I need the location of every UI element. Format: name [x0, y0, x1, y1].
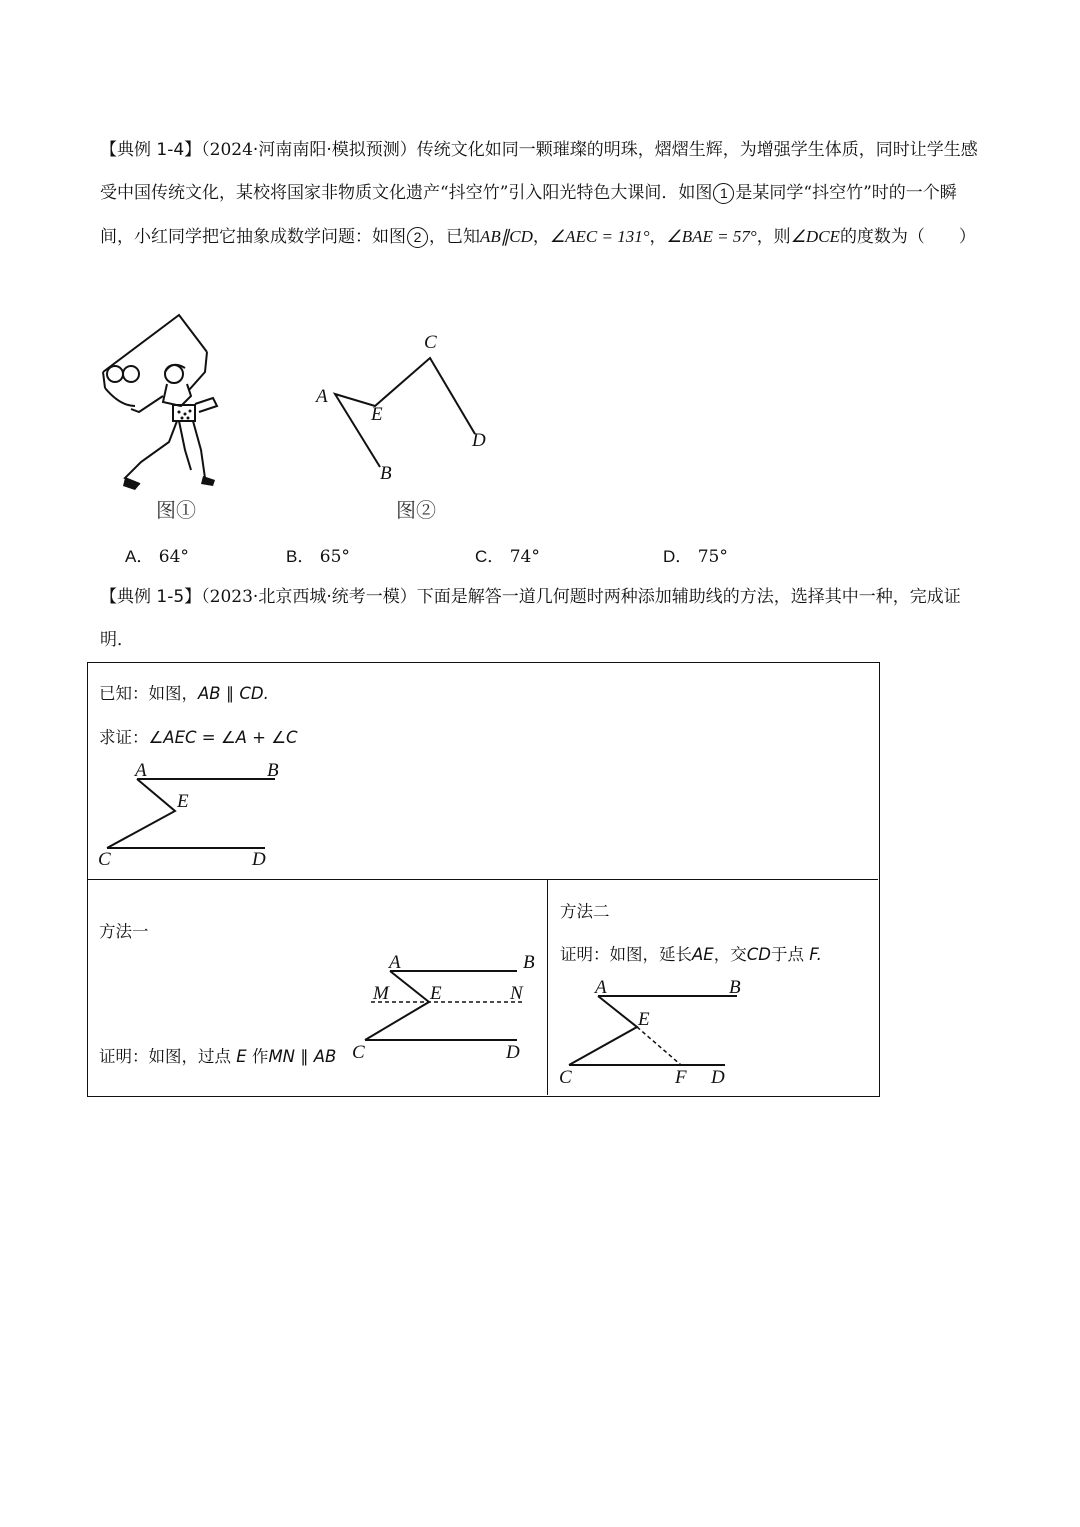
- method-2-proof-suffix: 于点: [770, 945, 810, 964]
- option-b[interactable]: [286, 542, 350, 567]
- method-2-title: 方法二: [560, 902, 610, 921]
- method-1-title: 方法一: [99, 922, 149, 941]
- method-2-proof-mid: ，交: [713, 945, 747, 964]
- prove-math: ∠AEC = ∠A + ∠C: [148, 728, 298, 747]
- separator: ，: [532, 227, 550, 247]
- method-1-proof: [99, 1043, 336, 1067]
- method-1-proof-math: MN ∥ AB: [268, 1047, 337, 1066]
- label-F: F: [675, 1067, 687, 1088]
- option-value: 74°: [509, 547, 540, 567]
- option-value: 75°: [697, 547, 728, 567]
- label-N: N: [510, 983, 523, 1004]
- problem-1-stem-b: 是某同学“抖空竹”时的一个瞬间，小红同学把它抽象成数学问题：如图: [100, 183, 957, 247]
- label-C: C: [352, 1042, 365, 1063]
- label-D: D: [711, 1067, 725, 1088]
- method-1-point-e: E: [236, 1047, 247, 1066]
- option-label: C．: [475, 547, 505, 566]
- option-label: D．: [663, 547, 693, 566]
- option-c[interactable]: [475, 542, 540, 567]
- method-2-point-f: F.: [809, 945, 822, 964]
- option-value: 64°: [158, 547, 189, 567]
- method-1-figure: [345, 945, 545, 1065]
- label-C: C: [424, 332, 437, 353]
- problem-2-source: （2023·北京西城·统考一模）: [201, 587, 417, 607]
- label-B: B: [380, 463, 392, 484]
- figure-2-diagram: [310, 322, 510, 492]
- condition-parallel: AB∥CD: [480, 227, 533, 246]
- problem-1-stem-a: 传统文化如同一颗璀璨的明珠，熠熠生辉，为增强学生体质，同时让学生感受中国传统文化，某校将国家非物质文化遗产“抖空竹”引入阳光特色大课间．如图: [100, 140, 978, 203]
- problem-2-tag: 【典例 1-5】: [100, 587, 202, 607]
- label-B: B: [267, 760, 279, 781]
- problem-1-tag: 【典例 1-4】: [100, 140, 202, 160]
- known-line: [99, 680, 269, 704]
- option-a[interactable]: [125, 542, 189, 567]
- method-2-proof: [560, 941, 822, 965]
- problem-2-text: [100, 576, 990, 662]
- label-C: C: [559, 1067, 572, 1088]
- problem-1-stem-e: 的度数为（ ）: [839, 227, 976, 247]
- problem-2-stem: 下面是解答一道几何题时两种添加辅助线的方法，选择其中一种，完成证明．: [100, 587, 961, 650]
- condition-angle-bae: ∠BAE = 57°: [666, 227, 757, 246]
- label-A: A: [595, 977, 607, 998]
- condition-angle-aec: ∠AEC = 131°: [549, 227, 650, 246]
- label-B: B: [729, 977, 741, 998]
- label-A: A: [135, 760, 147, 781]
- label-A: A: [389, 952, 401, 973]
- label-E: E: [430, 983, 442, 1004]
- label-E: E: [638, 1009, 650, 1030]
- figure-2-ref: 2: [407, 227, 428, 248]
- answer-options: [125, 542, 1025, 568]
- table-divider-horizontal: [87, 879, 878, 880]
- method-1-proof-mid: 作: [246, 1047, 269, 1066]
- label-D: D: [252, 849, 266, 870]
- label-E: E: [371, 404, 383, 425]
- known-math: AB ∥ CD.: [198, 684, 269, 703]
- method-1-proof-prefix: 证明：如图，过点: [99, 1047, 237, 1066]
- option-label: A．: [125, 547, 154, 566]
- known-figure: [95, 755, 310, 875]
- method-2-figure: [555, 972, 745, 1090]
- label-C: C: [98, 849, 111, 870]
- label-D: D: [472, 430, 486, 451]
- problem-1-source: （2024·河南南阳·模拟预测）: [201, 140, 417, 160]
- method-2-segment-ae: AE: [692, 945, 714, 964]
- label-D: D: [506, 1042, 520, 1063]
- prove-label: 求证：: [99, 728, 149, 747]
- label-M: M: [373, 983, 389, 1004]
- label-A: A: [316, 386, 328, 407]
- label-E: E: [177, 791, 189, 812]
- method-2-segment-cd: CD: [746, 945, 771, 964]
- figure-1-ref: 1: [713, 183, 734, 204]
- method-2-proof-prefix: 证明：如图，延长: [560, 945, 692, 964]
- option-d[interactable]: [663, 542, 728, 567]
- problem-1-stem-c: ，已知: [429, 227, 480, 247]
- figure-1-kongzhu-player: [95, 310, 235, 495]
- separator: ，: [649, 227, 667, 247]
- target-angle: ∠DCE: [790, 227, 840, 246]
- problem-1-stem-d: ，则: [756, 227, 791, 247]
- figure-2-caption: 图②: [396, 498, 436, 522]
- option-value: 65°: [319, 547, 350, 567]
- prove-line: [99, 724, 298, 748]
- problem-1-text: [100, 129, 990, 259]
- label-B: B: [523, 952, 535, 973]
- figure-1-caption: 图①: [156, 498, 196, 522]
- known-label: 已知：如图，: [99, 684, 198, 703]
- table-divider-vertical: [547, 879, 548, 1095]
- option-label: B．: [286, 547, 315, 566]
